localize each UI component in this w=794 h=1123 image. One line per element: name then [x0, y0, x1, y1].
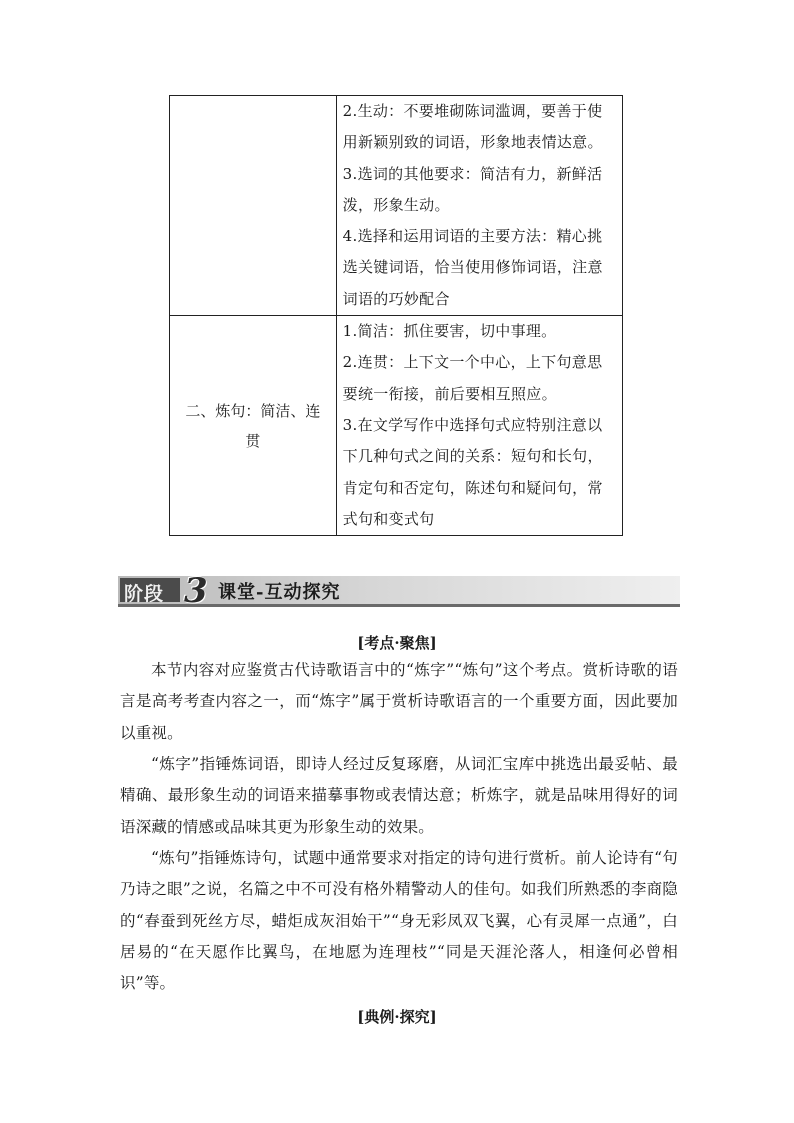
table-cell-right [336, 316, 622, 536]
table-line: 1.简洁：抓住要害，切中事理。 [342, 322, 557, 341]
table-line: 3.在文学写作中选择句式应特别注意以 [342, 415, 603, 434]
stage-label: 阶段 [124, 583, 165, 605]
table-cell-left-empty [170, 96, 337, 316]
section-heading-example: [典例·探究] [357, 1008, 437, 1026]
table-cell-left [170, 316, 337, 536]
row2-heading: 二、炼句：简洁、连贯 [185, 401, 321, 450]
table-line: 词语的巧妙配合 [342, 289, 450, 308]
table-line: 2.生动：不要堆砌陈词滥调，要善于使 [342, 102, 603, 120]
table-line: 选关键词语，恰当使用修饰词语，注意 [342, 258, 603, 277]
row2-lines [337, 316, 622, 535]
table-line: 下几种句式之间的关系：短句和长句， [342, 447, 603, 466]
paragraph: 本节内容对应鉴赏古代诗歌语言中的“炼字”“炼句”这个考点。赏析诗歌的语言是高考考查内容之一，而“炼字”属于赏析诗歌语言的一个重要方面，因此要加以重视。 [120, 661, 678, 742]
table-line: 2.连贯：上下文一个中心，上下句意思 [342, 353, 603, 372]
stage-label-box [120, 578, 180, 605]
section-heading-focus: [考点·聚焦] [357, 634, 437, 652]
stage-number: 3 [184, 571, 208, 611]
content-table [169, 95, 623, 536]
stage-banner [118, 571, 680, 611]
row1-lines [337, 96, 622, 315]
table-line: 要统一衔接，前后要相互照应。 [342, 384, 557, 403]
table-line: 4.选择和运用词语的主要方法：精心挑 [342, 227, 603, 246]
table-line: 肯定句和否定句，陈述句和疑问句，常 [342, 478, 603, 497]
table-row [170, 96, 623, 316]
table-cell-right [336, 96, 622, 316]
paragraph: “炼句”指锤炼诗句，试题中通常要求对指定的诗句进行赏析。前人论诗有“句乃诗之眼”之说，名篇之中不可没有格外精警动人的佳句。如我们所熟悉的李商隐的“春蚕到死丝方尽，蜡炬成灰泪始干”“身无彩凤双飞翼，心有灵犀一点通”，白居易的“在天愿作比翼鸟，在地愿为连理枝”“同是天涯沦落人，相逢何必曾相识”等。 [120, 849, 678, 993]
table-row [170, 316, 623, 536]
table-line: 式句和变式句 [342, 509, 435, 528]
paragraph: “炼字”指锤炼词语，即诗人经过反复琢磨，从词汇宝库中挑选出最妥帖、最精确、最形象生动的词语来描摹事物或表情达意；析炼字，就是品味用得好的词语深藏的情感或品味其更为形象生动的效果。 [120, 755, 678, 836]
table-line: 泼，形象生动。 [342, 195, 450, 214]
table-line: 3.选词的其他要求：简洁有力，新鲜活 [342, 164, 603, 183]
table-line: 用新颖别致的词语，形象地表情达意。 [342, 133, 603, 152]
banner-title: 课堂-互动探究 [218, 582, 341, 603]
